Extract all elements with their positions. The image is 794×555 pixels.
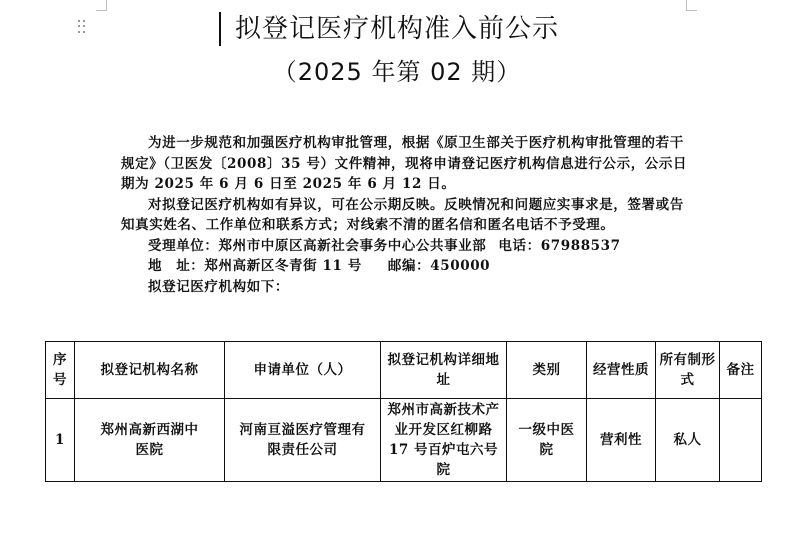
list-intro: 拟登记医疗机构如下： xyxy=(148,278,289,295)
header-remark: 备注 xyxy=(720,342,762,399)
phone-label: 电话： xyxy=(498,237,541,254)
header-category: 类别 xyxy=(507,342,587,399)
phone-value: 67988537 xyxy=(540,237,621,254)
contact-unit-line xyxy=(121,236,691,257)
header-address: 拟登记机构详细地址 xyxy=(381,342,507,399)
cell-nature: 营利性 xyxy=(587,399,656,482)
unit-value: 郑州市中原区高新社会事务中心公共事业部 xyxy=(218,237,487,254)
header-name: 拟登记机构名称 xyxy=(75,342,225,399)
header-nature: 经营性质 xyxy=(587,342,656,399)
crop-mark-top-right xyxy=(686,0,697,11)
contact-address-line xyxy=(121,256,691,277)
cell-ownership: 私人 xyxy=(656,399,720,482)
cell-applicant: 河南亘溢医疗管理有限责任公司 xyxy=(225,399,381,482)
document-title: 拟登记医疗机构准入前公示 xyxy=(234,14,559,44)
institution-table xyxy=(45,341,762,482)
cell-name: 郑州高新西湖中医院 xyxy=(75,399,225,482)
table-header-row xyxy=(46,342,762,399)
paragraph-basis: 为进一步规范和加强医疗机构审批管理，根据《原卫生部关于医疗机构审批管理的若干规定》（卫医发〔2008〕35 号）文件精神，现将申请登记医疗机构信息进行公示，公示日期为 2025 年 6 月 6 日至 2025 年 6 月 12 日。 xyxy=(121,135,688,192)
postcode-label: 邮编： xyxy=(387,258,431,274)
cell-address: 郑州市高新技术产业开发区红柳路 17 号百炉屯六号院 xyxy=(381,399,507,482)
cell-category: 一级中医院 xyxy=(507,399,587,482)
address-value: 郑州高新区冬青街 11 号 xyxy=(204,258,362,274)
text-cursor xyxy=(219,12,221,46)
address-label: 地 址： xyxy=(148,258,205,274)
table-row xyxy=(46,399,762,482)
document-body xyxy=(121,133,691,297)
postcode-value: 450000 xyxy=(430,258,491,274)
paragraph-objection: 对拟登记医疗机构如有异议，可在公示期反映。反映情况和问题应实事求是，签署或告知真实姓名、工作单位和联系方式；对线索不清的匿名信和匿名电话不予受理。 xyxy=(121,196,684,233)
document-subtitle: （2025 年第 02 期） xyxy=(272,58,522,86)
unit-label: 受理单位： xyxy=(148,237,219,254)
header-applicant: 申请单位（人） xyxy=(225,342,381,399)
cell-remark xyxy=(720,399,762,482)
header-index: 序号 xyxy=(46,342,75,399)
header-ownership: 所有制形式 xyxy=(656,342,720,399)
crop-mark-top-left xyxy=(96,0,107,11)
cell-index: 1 xyxy=(46,399,75,482)
